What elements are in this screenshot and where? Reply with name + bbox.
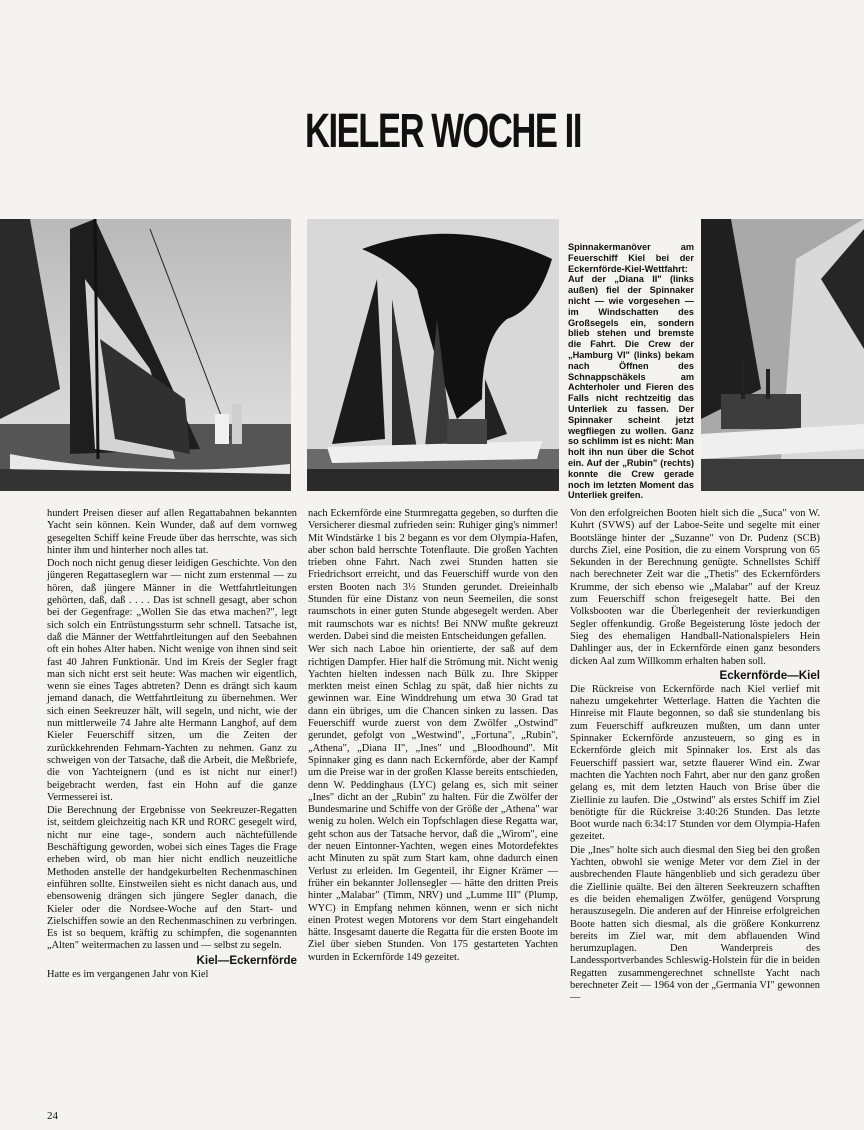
photo-caption: Spinnakermanöver am Feuerschiff Kiel bei der Eckernförde-Kiel-Wettfahrt: Auf der „Diana II" (links außen) fiel der Spinnaker nicht — wie vorgesehen — im Windschatten des Großsegels ein, sondern blieb stehen und bremste die Fahrt. Die Crew der „Hamburg VI" (links) bekam nach Öffnen des Schnappschäkels am Achterholer und Fieren des Falls nicht rechtzeitig das Unterliek zu fassen. Der Spinnaker scheint jetzt wegfliegen zu wollen. Ganz so schlimm ist es nicht: Man holt ihn nun über die Schot ein. Auf der „Rubin" (rechts) konnte die Crew gerade noch im letzten Moment das Unterliek greifen. (568, 242, 694, 501)
photo-spinnaker-center (307, 219, 559, 491)
paragraph: Von den erfolgreichen Booten hielt sich die „Suca" von W. Kuhrt (SVWS) auf der Laboe-Seite und segelte mit einer Bootslänge hinter der „Suzanne" von Dr. Pudenz (SCB) durchs Ziel, eine Position, die zu einem Vorsprung von 65 Sekunden in der Berechnung genügte. Schnellstes Schiff nach berechneter Zeit war die „Thetis" des Eckernförders Krumme, der sich ebenso wie „Malabar" auf der Kreuz zum Feuerschiff schon freigesegelt hatte. Bei den Volksbooten war die Überlegenheit der revierkundigen Segler offenkundig. Große Begeisterung löste jedoch der Sieg des ehemaligen Handball-Nationalspielers Hein Dahlinger aus, der in Eckernförde einen ganz besonders dicken Aal zum Willkomm erhalten haben soll. (570, 508, 820, 667)
section-heading-eckernfoerde-kiel: Eckernförde—Kiel (719, 668, 820, 682)
column-1 (47, 508, 297, 981)
paragraph: Die Rückreise von Eckernförde nach Kiel verlief mit nahezu umgekehrter Wetterlage. Hatten die Yachten die Hinreise mit Flaute begonnen, so daß sie stundenlang bis zum Feuerschiff aufkreuzen mußten, um dann unter Spinnaker Eckernförde anzusteuern, so ging es in Eckernförde gleich mit Spinnaker los. Erst als das Feuerschiff passiert war, setzte flauerer Wind ein. Zwar machten die Yachten noch Fahrt, aber nur den ganz großen gelang es, mit dem letzten Hauch von Brise über die Ziellinie zu laufen. Die „Ostwind" als erstes Schiff im Ziel benötigte für die Rückreise 3:40:26 Stunden. Das letzte Boot wurde nach 6:34:17 Stunden vor dem Olympia-Hafen gezeitet. (570, 683, 820, 843)
page-number: 24 (47, 1110, 58, 1122)
paragraph: Doch noch nicht genug dieser leidigen Geschichte. Von den jüngeren Regattaseglern war — nicht zum erstenmal — zu hören, daß jüngere Männer in die Wettfahrtleitungen gehörten, daß, daß . . . . Das ist schnell gesagt, aber schon bei der Gegenfrage: „Wollen Sie das etwa machen?", legt sich solch ein Entrüstungssturm sehr schnell. Tatsache ist, daß die Männer der Wettfahrtleitungen auf den Seebahnen oft ein hohes Alter haben. Nicht wenige von ihnen sind seit fast 40 Jahren Funktionär. Und im Kreis der Segler fragt man sich nicht erst seit heute: Was machen wir eigentlich, wenn sie eines Tages abtreten? Denn es drängt sich kaum jemand danach, die Wettfahrtleitung zu übernehmen. Wer sich einen Seekreuzer hält, will segeln, und nicht, wie der nun mittlerweile 74 Jahre alte Hermann Langhof, auf dem Kieler Feuerschiff sitzen, um die Zeiten der zurückkehrenden Fehmarn-Yachten zu nehmen. Ganz zu schweigen von der Tatsache, daß die Arbeit, die Meßbriefe, die von Yachteignern (und es ist nicht nur einer!) beigebracht werden, fast ein Hohn auf die ganze Vermesserei ist. (47, 558, 297, 803)
paragraph: nach Eckernförde eine Sturmregatta gegeben, so durften die Versicherer diesmal zufrieden sein: Ruhiger ging's nimmer! Mit Windstärke 1 bis 2 begann es vor dem Olympia-Hafen, aber schon bald herrschte Totenflaute. Die großen Yachten trieben ohne Fahrt. Nach zwei Stunden hatten sie Friedrichsort erreicht, und das Feuerschiff wurde von den ersten Booten nach 3½ Stunden gerundet. Dreieinhalb Stunden für eine Distanz von neun Seemeilen, die sonst raumschots in einer guten Stunde abgesegelt werden. Aber mit raumschots war es nichts! Bei NNW mußte gekreuzt werden. Dabei sind die meisten Entscheidungen gefallen. (308, 508, 558, 642)
paragraph: Die Berechnung der Ergebnisse von Seekreuzer-Regatten ist, seitdem gleichzeitig nach KR und RORC gesegelt wird, nicht nur eine tage-, sondern auch nächtefüllende Beschäftigung geworden, wobei sich eines Tages die Frage erheben wird, ob man hier nicht endlich neuzeitliche Methoden anstelle der handgekurbelten Rechenmaschinen einführen sollte. Einstweilen sieht es nicht danach aus, und ebensowenig drängen sich jüngere Segler danach, die Kieler oder die Nordsee-Woche auf den Start- und Zielschiffen sowie an den Rechenmaschinen zu verbringen. Es ist so bequem, kräftig zu schimpfen, die sogenannten „Alten" weitermachen zu lassen und — selbst zu segeln. (47, 805, 297, 952)
column-2 (308, 508, 558, 964)
paragraph: Die „Ines" holte sich auch diesmal den Sieg bei den großen Yachten, obwohl sie wenige Meter vor dem Ziel in der ausbrechenden Flaute hängenblieb und sich geradezu über die Ziellinie quälte. Bei den älteren Seekreuzern schafften es die beiden ehemaligen Zwölfer, genügend Vorsprung herauszusegeln. Die anderen auf der Hinreise erfolgreichen Boote hatten sich diesmal, als die größere Konkurrenz bereits im Ziel war, mit dem abflauenden Wind herumzuplagen. Den Wanderpreis des Landessportverbandes Schleswig-Holstein für die in beiden Regatten zusammengerechnet schnellste Yacht nach berechneter Zeit — 1964 von der „Germania VI" gewonnen — (570, 844, 820, 1004)
paragraph: Wer sich nach Laboe hin orientierte, der saß auf dem richtigen Dampfer. Hier half die Strömung mit. Nicht wenig Yachten hielten indessen nach Bülk zu. Ihre Skipper merkten meist einen Schlag zu spät, daß hier nichts zu gewinnen war. Eine Winddrehung um etwa 30 Grad tat dann ein übriges, um die Chancen sinken zu lassen. Das Feuerschiff wurde zuerst von dem Zwölfer „Ostwind" gerundet, gefolgt von „Westwind", „Fortuna", „Rubin", „Athena", „Diana II", „Ines" und „Bloodhound". Mit Spinnaker ging es dann nach Eckernförde, aber der Kampf um die Preise war in der großen Klasse bereits entschieden, denn W. Peddinghaus (LYC) gelang es, sich mit seiner „Ines" dicht an der „Rubin" zu halten. Für die Zwölfer der Bundesmarine und Schiffe von der Größe der „Athena" war wenig zu holen. Welch ein Topfschlagen diese Regatta war, geht schon aus der Tatsache hervor, daß die „Wirom", eine der neuen Eintonner-Yachten, wegen eines Motordefektes acht Minuten zu spät zum Start kam, ohne dadurch einen Verlust zu erleiden. Im Gegenteil, ihr Eigner Krämer — früher ein bekannter Jollensegler — hätte den dritten Preis hinter „Malabar" (Timm, NRV) und „Lumme III" (Plump, WYC) in Empfang nehmen können, wenn er sich nicht einen Protest wegen Motorens vor dem Start eingehandelt hätte. Insgesamt dauerte die Regatta für die ersten Boote im Ziel über sieben Stunden. Von 175 gestarteten Yachten wurden in Eckernförde 149 gezeitet. (308, 644, 558, 963)
section-heading-kiel-eckernfoerde: Kiel—Eckernförde (196, 953, 297, 967)
photo-feuerschiff-right (701, 219, 864, 491)
paragraph: hundert Preisen dieser auf allen Regattabahnen bekannten Yacht sein können. Kein Wunder, daß auf dem vornweg gesegelten Schiff keine Freude über das herrschte, was sich hinter ihm und hinterher noch alles tat. (47, 508, 297, 556)
page-title: KIELER WOCHE II (305, 105, 582, 158)
photo-yacht-left (0, 219, 291, 491)
column-3 (570, 508, 820, 1005)
paragraph: Hatte es im vergangenen Jahr von Kiel (47, 968, 209, 980)
